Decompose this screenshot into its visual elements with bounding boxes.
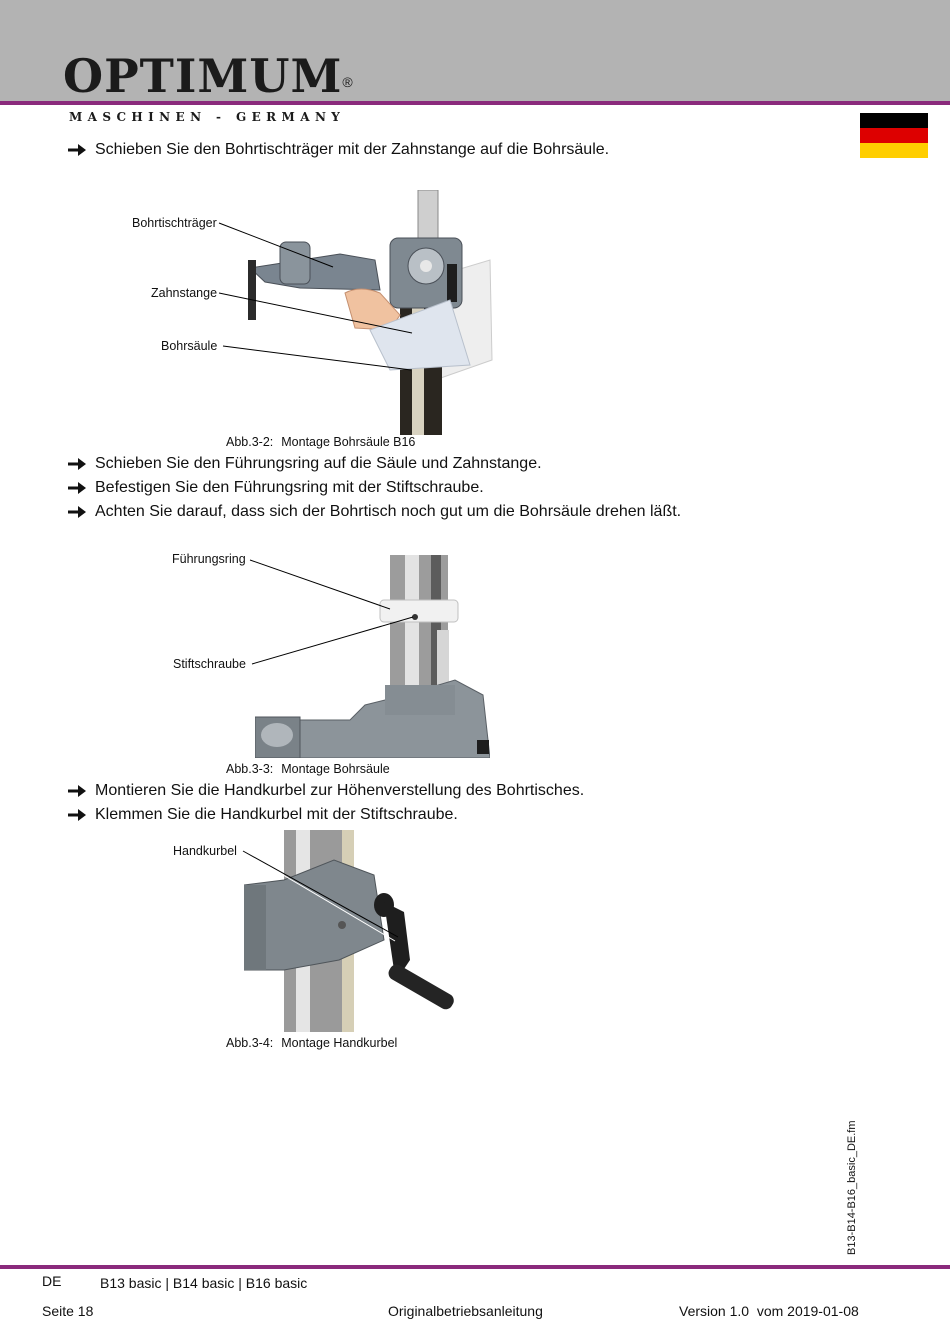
figure-label: Führungsring: [172, 552, 246, 566]
caption-number: Abb.3-2:: [226, 435, 274, 449]
figure-caption: [226, 762, 390, 776]
instruction-step: [67, 454, 542, 474]
step-text: Klemmen Sie die Handkurbel mit der Stiftschraube.: [95, 806, 458, 823]
instruction-step: [67, 140, 609, 160]
figure-caption: [226, 435, 415, 449]
step-text: Schieben Sie den Führungsring auf die Säule und Zahnstange.: [95, 455, 542, 472]
brand-logo: [63, 48, 354, 104]
caption-number: Abb.3-3:: [226, 762, 274, 776]
arrow-right-icon: [67, 807, 87, 823]
step-text: Befestigen Sie den Führungsring mit der Stiftschraube.: [95, 479, 484, 496]
brand-name: OPTIMUM: [63, 49, 343, 103]
figure-label: Zahnstange: [151, 286, 218, 300]
footer-page-number: Seite 18: [42, 1303, 94, 1319]
figure-guide-ring: [255, 555, 490, 758]
step-text: Montieren Sie die Handkurbel zur Höhenverstellung des Bohrtisches.: [95, 782, 585, 799]
arrow-right-icon: [67, 480, 87, 496]
figure-label: Stiftschraube: [173, 657, 246, 671]
arrow-right-icon: [67, 783, 87, 799]
instruction-step: [67, 805, 458, 825]
figure-column-assembly: [240, 190, 495, 435]
arrow-right-icon: [67, 504, 87, 520]
instruction-step: [67, 502, 681, 522]
step-text: Schieben Sie den Bohrtischträger mit der Zahnstange auf die Bohrsäule.: [95, 141, 610, 158]
figure-caption: [226, 1036, 397, 1050]
figure-hand-crank: [244, 830, 469, 1032]
caption-text: Montage Bohrsäule: [281, 762, 390, 776]
figure-label: Bohrsäule: [161, 339, 218, 353]
footer-models: B13 basic | B14 basic | B16 basic: [100, 1275, 308, 1291]
footer-doc-type: Originalbetriebsanleitung: [388, 1303, 543, 1319]
caption-number: Abb.3-4:: [226, 1036, 274, 1050]
figure-label: Bohrtischträger: [132, 216, 217, 230]
caption-text: Montage Handkurbel: [281, 1036, 398, 1050]
step-text: Achten Sie darauf, dass sich der Bohrtisch noch gut um die Bohrsäule drehen läßt.: [95, 503, 682, 520]
footer-version: Version 1.0 vom 2019-01-08: [679, 1303, 859, 1319]
registered-mark: ®: [342, 74, 354, 90]
instruction-step: [67, 478, 484, 498]
arrow-right-icon: [67, 142, 87, 158]
figure-label: Handkurbel: [173, 844, 237, 858]
footer-rule: [0, 1265, 950, 1269]
footer-language: DE: [42, 1273, 62, 1289]
instruction-step: [67, 781, 584, 801]
caption-text: Montage Bohrsäule B16: [281, 435, 416, 449]
source-file-name: B13-B14-B16_basic_DE.fm: [846, 1120, 858, 1255]
brand-tagline: MASCHINEN - GERMANY: [69, 110, 346, 124]
german-flag-icon: [860, 113, 928, 158]
arrow-right-icon: [67, 456, 87, 472]
